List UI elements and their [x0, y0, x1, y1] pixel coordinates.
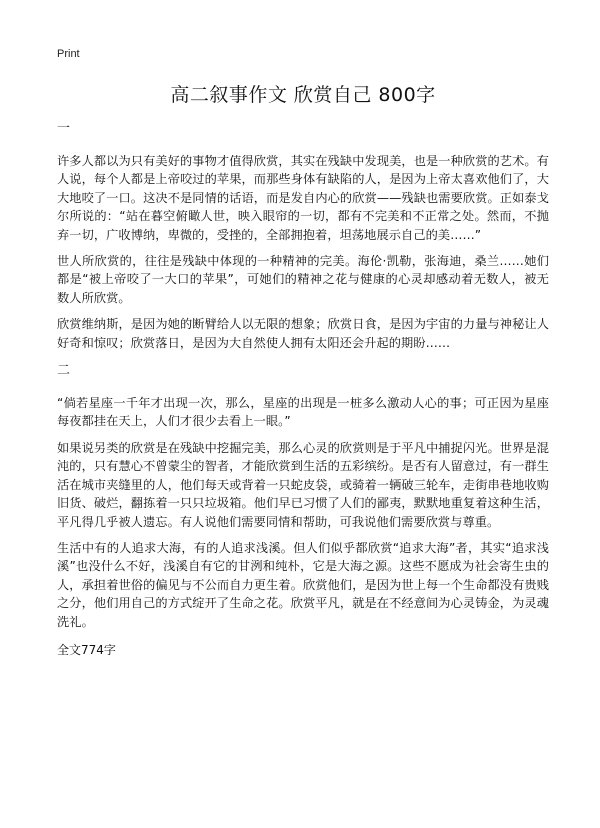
paragraph: 生活中有的人追求大海，有的人追求浅溪。但人们似乎都欣赏“追求大海”者，其实“追求浅溪”也没什么不好，浅溪自有它的甘洌和纯朴，它是大海之源。这些不愿成为社会寄生虫的人，承担着世俗的偏见与不公而自力更生着。欣赏他们，是因为世上每一个生命都没有贵贱之分，他们用自己的方式绽开了生命之花。欣赏平凡，就是在不经意间为心灵铸金，为灵魂洗礼。: [57, 540, 549, 629]
word-count: 全文774字: [57, 642, 116, 657]
section-number-2: 二: [57, 363, 71, 379]
paragraph: “倘若星座一千年才出现一次，那么，星座的出现是一桩多么激动人心的事；可正因为星座每夜都挂在天上，人们才很少去看上一眼。”: [57, 396, 549, 429]
paragraph: 如果说另类的欣赏是在残缺中挖掘完美，那么心灵的欣赏则是于平凡中捕捉闪光。世界是混沌的，只有慧心不曾蒙尘的智者，才能欣赏到生活的五彩缤纷。是否有人留意过，有一群生活在城市夹缝里的人，他们每天或背着一只蛇皮袋，或骑着一辆破三轮车，走街串巷地收购旧货、破烂，翻拣着一只只垃圾箱。他们早已习惯了人们的鄙夷，默默地重复着这种生活，平凡得几乎被人遗忘。有人说他们需要同情和帮助，可我说他们需要欣赏与尊重。: [57, 440, 549, 529]
print-link[interactable]: Print: [57, 48, 80, 60]
paragraph: 欣赏维纳斯，是因为她的断臂给人以无限的想象；欣赏日食，是因为宇宙的力量与神秘让人好奇和惊叹；欣赏落日，是因为大自然使人拥有太阳还会升起的期盼……: [57, 317, 549, 350]
article-body: [57, 120, 549, 659]
paragraph: 世人所欣赏的，往往是残缺中体现的一种精神的完美。海伦·凯勒，张海迪，桑兰……她们都是“被上帝咬了一大口的苹果”，可她们的精神之花与健康的心灵却感动着无数人，被无数人所欣赏。: [57, 254, 549, 305]
paragraph: 许多人都以为只有美好的事物才值得欣赏，其实在残缺中发现美，也是一种欣赏的艺术。有人说，每个人都是上帝咬过的苹果，而那些身体有缺陷的人，是因为上帝太喜欢他们了，大大地咬了一口。这决不是同情的话语，而是发自内心的欣赏——残缺也需要欣赏。正如泰戈尔所说的：“站在暮空俯瞰人世，映入眼帘的一切，都有不完美和不正常之处。然而，不抛弃一切，广收博纳，卑微的，受挫的，全部拥抱着，坦荡地展示自己的美……”: [57, 154, 549, 242]
section-number-1: 一: [57, 121, 71, 136]
page-title: 高二叙事作文 欣赏自己 800字: [170, 84, 436, 106]
